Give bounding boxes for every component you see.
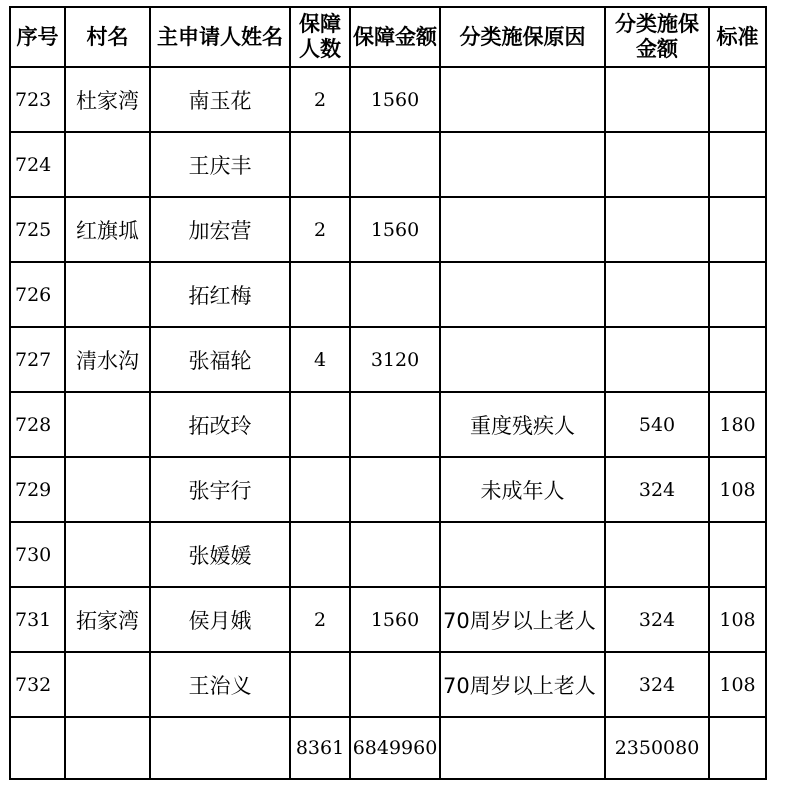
total-amount: 6849960 [350, 717, 440, 779]
cell-index: 723 [10, 67, 65, 132]
cell-village [65, 132, 150, 197]
cell-name: 张宇行 [150, 457, 290, 522]
cell-standard [709, 327, 766, 392]
cell-name: 王庆丰 [150, 132, 290, 197]
cell-reason [440, 327, 605, 392]
header-amount: 保障金额 [350, 7, 440, 67]
totals-row [10, 717, 766, 779]
cell-reason [440, 197, 605, 262]
header-village: 村名 [65, 7, 150, 67]
header-classification-amount: 分类施保金额 [605, 7, 709, 67]
cell-standard [709, 67, 766, 132]
cell-name: 加宏营 [150, 197, 290, 262]
cell-class-amount [605, 132, 709, 197]
cell-count: 2 [290, 67, 350, 132]
cell-village [65, 392, 150, 457]
total-class-amount: 2350080 [605, 717, 709, 779]
cell-name: 王治义 [150, 652, 290, 717]
cell-count [290, 132, 350, 197]
cell-class-amount [605, 522, 709, 587]
cell-reason: 重度残疾人 [440, 392, 605, 457]
cell-count: 2 [290, 197, 350, 262]
cell-standard: 180 [709, 392, 766, 457]
header-classification-reason: 分类施保原因 [440, 7, 605, 67]
header-applicant-name: 主申请人姓名 [150, 7, 290, 67]
cell-amount: 1560 [350, 587, 440, 652]
cell-count: 2 [290, 587, 350, 652]
cell-standard: 108 [709, 652, 766, 717]
cell-name: 张媛媛 [150, 522, 290, 587]
cell-count [290, 262, 350, 327]
cell-name: 侯月娥 [150, 587, 290, 652]
cell-name: 拓红梅 [150, 262, 290, 327]
total-standard [709, 717, 766, 779]
cell-reason [440, 522, 605, 587]
header-index: 序号 [10, 7, 65, 67]
cell-reason [440, 132, 605, 197]
table-row [10, 392, 766, 457]
cell-amount [350, 652, 440, 717]
cell-reason: 70周岁以上老人 [440, 652, 605, 717]
cell-village [65, 457, 150, 522]
cell-reason: 未成年人 [440, 457, 605, 522]
cell-village [65, 652, 150, 717]
table-row [10, 67, 766, 132]
cell-count [290, 392, 350, 457]
cell-index: 729 [10, 457, 65, 522]
cell-amount [350, 457, 440, 522]
cell-index: 728 [10, 392, 65, 457]
cell-index: 731 [10, 587, 65, 652]
total-count: 8361 [290, 717, 350, 779]
cell-count [290, 457, 350, 522]
table-row [10, 262, 766, 327]
cell-name: 拓改玲 [150, 392, 290, 457]
total-index [10, 717, 65, 779]
cell-amount [350, 262, 440, 327]
cell-standard [709, 262, 766, 327]
cell-standard [709, 132, 766, 197]
table-row [10, 132, 766, 197]
cell-amount: 3120 [350, 327, 440, 392]
cell-amount [350, 522, 440, 587]
cell-class-amount: 324 [605, 457, 709, 522]
table-row [10, 587, 766, 652]
cell-village: 拓家湾 [65, 587, 150, 652]
cell-class-amount: 324 [605, 587, 709, 652]
cell-village [65, 262, 150, 327]
cell-reason: 70周岁以上老人 [440, 587, 605, 652]
total-name [150, 717, 290, 779]
cell-reason [440, 262, 605, 327]
cell-standard: 108 [709, 587, 766, 652]
cell-count: 4 [290, 327, 350, 392]
cell-amount [350, 132, 440, 197]
cell-index: 724 [10, 132, 65, 197]
table-row [10, 522, 766, 587]
header-covered-count: 保障人数 [290, 7, 350, 67]
cell-reason [440, 67, 605, 132]
cell-standard [709, 522, 766, 587]
cell-class-amount [605, 262, 709, 327]
cell-index: 725 [10, 197, 65, 262]
cell-index: 732 [10, 652, 65, 717]
cell-class-amount: 540 [605, 392, 709, 457]
cell-class-amount: 324 [605, 652, 709, 717]
cell-count [290, 522, 350, 587]
cell-index: 727 [10, 327, 65, 392]
cell-index: 726 [10, 262, 65, 327]
cell-amount: 1560 [350, 67, 440, 132]
table-row [10, 652, 766, 717]
cell-standard: 108 [709, 457, 766, 522]
cell-name: 南玉花 [150, 67, 290, 132]
cell-amount: 1560 [350, 197, 440, 262]
cell-class-amount [605, 327, 709, 392]
header-standard: 标准 [709, 7, 766, 67]
total-village [65, 717, 150, 779]
cell-class-amount [605, 67, 709, 132]
cell-class-amount [605, 197, 709, 262]
total-reason [440, 717, 605, 779]
table-row [10, 457, 766, 522]
assistance-table [9, 6, 767, 780]
cell-village: 清水沟 [65, 327, 150, 392]
cell-village: 杜家湾 [65, 67, 150, 132]
cell-village [65, 522, 150, 587]
cell-standard [709, 197, 766, 262]
cell-village: 红旗坬 [65, 197, 150, 262]
cell-count [290, 652, 350, 717]
header-row [10, 7, 766, 67]
cell-amount [350, 392, 440, 457]
cell-name: 张福轮 [150, 327, 290, 392]
table-row [10, 197, 766, 262]
cell-index: 730 [10, 522, 65, 587]
table-row [10, 327, 766, 392]
